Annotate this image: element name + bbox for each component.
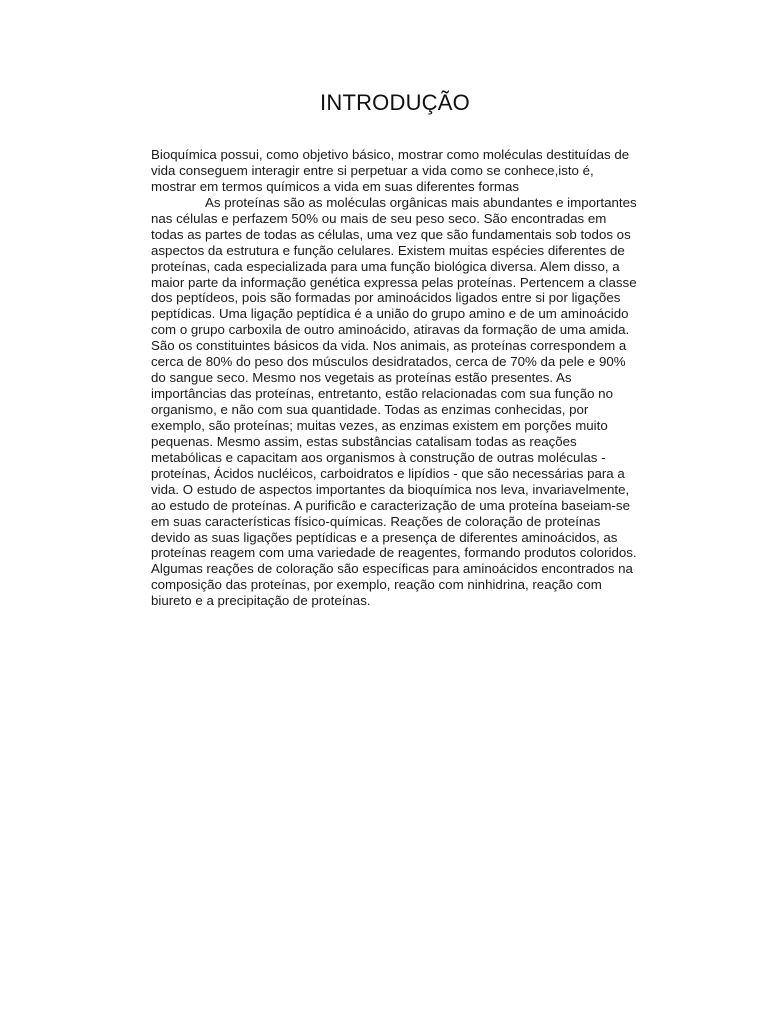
text-line: biureto e a precipitação de proteínas. <box>151 593 371 609</box>
text-line <box>151 195 661 211</box>
text-line: do sangue seco. Mesmo nos vegetais as proteínas estão presentes. As <box>151 370 572 386</box>
text-line: proteínas reagem com uma variedade de reagentes, formando produtos coloridos. <box>151 545 637 561</box>
text-line-content: As proteínas são as moléculas orgânicas mais abundantes e importantes <box>205 194 637 210</box>
text-line: com o grupo carboxila de outro aminoácido, atiravas da formação de uma amida. <box>151 322 630 338</box>
text-line: em suas características físico-químicas. Reações de coloração de proteínas <box>151 513 601 529</box>
text-line: cerca de 80% do peso dos músculos desidratados, cerca de 70% da pele e 90% <box>151 354 626 370</box>
text-line: nas células e perfazem 50% ou mais de seu peso seco. São encontradas em <box>151 210 607 226</box>
page-title: INTRODUÇÃO <box>320 90 470 115</box>
text-line: metabólicas e capacitam aos organismos à construção de outras moléculas - <box>151 449 606 465</box>
text-line: maior parte da informação genética expressa pelas proteínas. Pertencem a classe <box>151 274 637 290</box>
text-line: proteínas, cada especializada para uma função biológica diversa. Alem disso, a <box>151 258 620 274</box>
text-line: pequenas. Mesmo assim, estas substâncias catalisam todas as reações <box>151 433 577 449</box>
text-line: exemplo, são proteínas; muitas vezes, as enzimas existem em porções muito <box>151 417 608 433</box>
text-line: vida conseguem interagir entre si perpetuar a vida como se conhece,isto é, <box>151 162 594 178</box>
text-line: importâncias das proteínas, entretanto, estão relacionadas com sua função no <box>151 386 613 402</box>
text-line: proteínas, Ácidos nucléicos, carboidratos e lipídios - que são necessárias para a <box>151 465 625 481</box>
text-line: São os constituintes básicos da vida. Nos animais, as proteínas correspondem a <box>151 338 627 354</box>
text-line: Algumas reações de coloração são específicas para aminoácidos encontrados na <box>151 561 633 577</box>
text-line: ao estudo de proteínas. A purificão e caracterização de uma proteína baseiam-se <box>151 497 630 513</box>
intro-paragraph <box>151 147 661 195</box>
text-line: aspectos da estrutura e função celulares. Existem muitas espécies diferentes de <box>151 242 625 258</box>
text-line: devido as suas ligações peptídicas e a presença de diferentes aminoácidos, as <box>151 529 618 545</box>
proteins-paragraph <box>151 195 661 609</box>
text-line: vida. O estudo de aspectos importantes da bioquímica nos leva, invariavelmente, <box>151 481 630 497</box>
text-line: peptídicas. Uma ligação peptídica é a união do grupo amino e de um aminoácido <box>151 306 629 322</box>
text-line: composição das proteínas, por exemplo, reação com ninhidrina, reação com <box>151 577 602 593</box>
text-line: dos peptídeos, pois são formadas por aminoácidos ligados entre si por ligações <box>151 290 621 306</box>
text-line: organismo, e não com sua quantidade. Todas as enzimas conhecidas, por <box>151 402 589 417</box>
text-line: mostrar em termos químicos a vida em suas diferentes formas <box>151 178 520 194</box>
text-line: todas as partes de todas as células, uma vez que são fundamentais sob todos os <box>151 226 631 242</box>
document-body <box>151 147 661 609</box>
text-line: Bioquímica possui, como objetivo básico, mostrar como moléculas destituídas de <box>151 147 630 162</box>
